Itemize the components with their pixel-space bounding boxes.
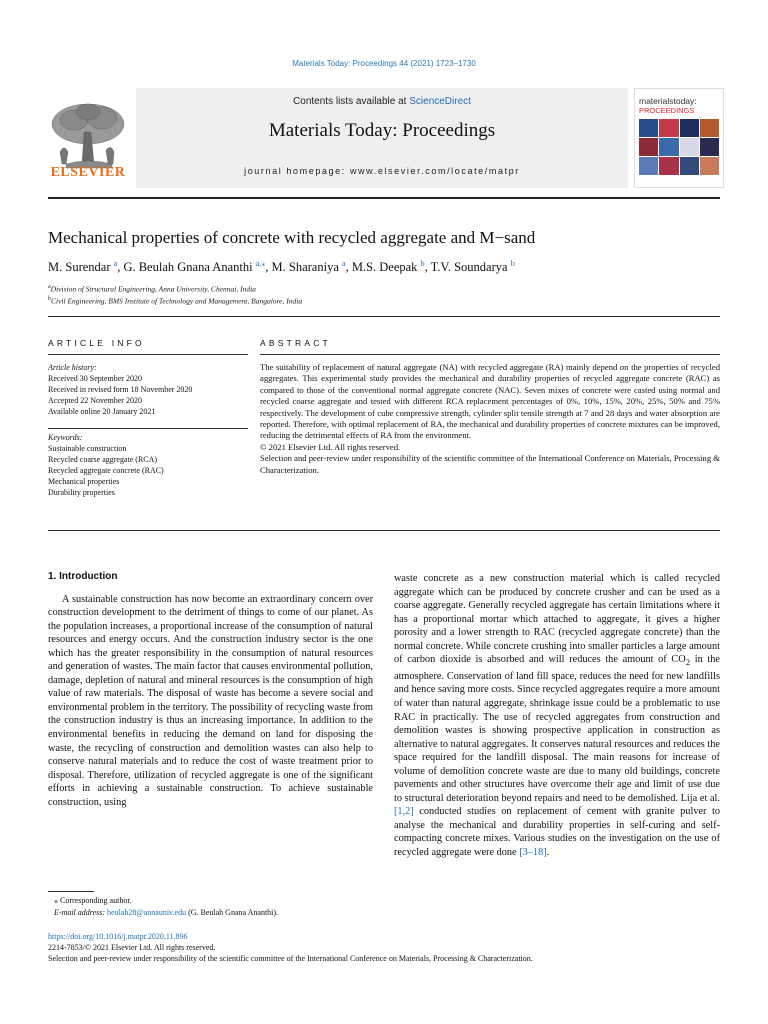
cover-tile bbox=[659, 119, 678, 137]
cover-tile bbox=[700, 138, 719, 156]
elsevier-wordmark: ELSEVIER bbox=[50, 165, 126, 180]
contents-available-line bbox=[136, 96, 628, 107]
article-info-heading: ARTICLE INFO bbox=[48, 338, 145, 348]
history-item: Accepted 22 November 2020 bbox=[48, 396, 142, 405]
abstract-body bbox=[260, 362, 720, 476]
article-history-label: Article history: bbox=[48, 363, 97, 372]
author-affiliation-mark[interactable]: b bbox=[510, 259, 515, 268]
author-affiliation-mark[interactable]: a bbox=[342, 259, 346, 268]
cover-tile bbox=[659, 138, 678, 156]
cover-title-main: materialstoday: bbox=[639, 96, 697, 106]
article-history bbox=[48, 362, 253, 417]
keyword-item: Mechanical properties bbox=[48, 477, 120, 486]
affiliation-mark: a bbox=[48, 284, 51, 290]
article-info-divider bbox=[48, 354, 248, 355]
contents-prefix: Contents lists available at bbox=[293, 96, 410, 107]
abstract-bottom-divider bbox=[48, 530, 720, 531]
selection-note: Selection and peer-review under responsibility of the scientific committee of the International Conference on Materials, Processing & Characterization. bbox=[48, 954, 533, 963]
email-label: E-mail address: bbox=[54, 908, 108, 917]
intro-text: . bbox=[546, 846, 550, 858]
cover-tile bbox=[639, 157, 658, 175]
keyword-item: Sustainable construction bbox=[48, 444, 127, 453]
co2-subscript: 2 bbox=[685, 657, 691, 668]
sciencedirect-link[interactable]: ScienceDirect bbox=[409, 96, 471, 107]
keywords-label: Keywords: bbox=[48, 433, 83, 442]
header-divider bbox=[48, 197, 720, 199]
cover-tile bbox=[680, 138, 699, 156]
email-line bbox=[54, 907, 278, 919]
reference-link[interactable]: [1,2] bbox=[394, 806, 414, 818]
keyword-item: Durability properties bbox=[48, 488, 115, 497]
corresponding-author-text: Corresponding author. bbox=[60, 896, 132, 905]
body-right-column bbox=[394, 572, 720, 860]
abstract-text: The suitability of replacement of natural aggregate (NA) with recycled aggregate (RA) mainly depend on the properties of recycled aggregates. This experimental study provides the mechanical and durability properties of recycled aggregate concrete (RAC) as compared to those of the conventional normal aggregate concrete (NAC). Seven mixes of concrete were casted using normal and recycled coarse aggregate and tested with different RCA replacement percentages of 0%, 10%, 15%, 20%, 25%, 50% and 75% respectively. The development of cube compressive strength, cylinder split tensile strength at 7 and 28 days and water absorption are reported. Therefore, with optimal replacement of RA, the mechanical and durability properties of concrete mixtures can be improved, reducing the detrimental effects of RA from the environment. bbox=[260, 362, 720, 441]
cover-title bbox=[639, 97, 697, 115]
abstract-divider bbox=[260, 354, 720, 355]
journal-cover-thumbnail[interactable] bbox=[634, 88, 724, 188]
author-list: M. Surendar $^a$, G. Beulah Gnana Ananthi $^{a,⁎}$, M. Sharaniya $^a$, M.S. Deepak $^b$, T.V. Soundarya $^b$ bbox=[48, 259, 515, 275]
affiliation-text: Division of Structural Engineering, Anna University, Chennai, India bbox=[50, 284, 256, 294]
intro-text: conducted studies on replacement of cement with granite pulver to analyse the mechanical and durability properties in self-curing and self-compacting concrete mixes. Various studies on the investigation on the use of recycled aggregate were done bbox=[394, 806, 720, 858]
section-divider bbox=[48, 316, 720, 317]
abstract-copyright: © 2021 Elsevier Ltd. All rights reserved. bbox=[260, 441, 401, 452]
footnote bbox=[54, 895, 278, 919]
intro-paragraph-continued bbox=[394, 572, 720, 860]
reference-link[interactable]: [3–18] bbox=[519, 846, 547, 858]
journal-title: Materials Today: Proceedings bbox=[268, 120, 496, 141]
cover-tile bbox=[659, 157, 678, 175]
history-item: Received 30 September 2020 bbox=[48, 374, 142, 383]
body-left-column bbox=[48, 570, 373, 809]
keyword-item: Recycled coarse aggregate (RCA) bbox=[48, 455, 158, 464]
footnote-divider bbox=[48, 891, 94, 892]
author-affiliation-mark[interactable]: a bbox=[113, 259, 118, 268]
keywords bbox=[48, 432, 253, 498]
author-name[interactable]: T.V. Soundarya bbox=[430, 260, 508, 275]
section-heading-introduction: 1. Introduction bbox=[48, 571, 118, 582]
intro-paragraph: A sustainable construction has now become an extraordinary concern over construction development to the detriment of things to come of our planet. As the population increases, a proportional increase of the consumption of natural resources and energy occurs. And the construction industry sector is the one which has the greater responsibility in the consumption of natural resources and generation of wastes. The main factor that causes environmental pollution, damage, depletion of natural and mineral resources is the consumption of high value of raw materials. The disposal of waste has become a severe social and environmental problem in the territory. The possibility of recycling waste from the construction industry is thus an increasing importance. In addition to the environmental benefits in reducing the demand on land for disposing the waste, the recycling of construction and demolition wastes can also help to conserve natural materials and to reduce the cost of waste treatment prior to disposal. Therefore, utilization of recycled aggregate is one of the significant efforts in achieving a sustainable construction. To achieve sustainable construction, using bbox=[48, 593, 373, 808]
intro-text: in the atmosphere. Conservation of land fill space, reduces the need for new landfills and hence saving more costs. Since recycled aggregates require a more amount of water than natural aggregate, shrinkage issue could be a problematic to use RAC in practically. The use of recycled aggregates from construction and demolition wastes is showing prospective application in construction as alternative to natural aggregates. It conserves natural resources and reduces the space required for the landfill disposal. The main reasons for increase of volume of demolition concrete waste are due to many old buildings, concrete pavements and other structures have overcome their age and limit of use due to structural deterioration beyond repairs and need to be demolished. Lija et al. bbox=[394, 654, 720, 804]
author-name[interactable]: M. Surendar bbox=[48, 260, 111, 275]
cover-tile bbox=[680, 157, 699, 175]
author-name[interactable]: M. Sharaniya bbox=[271, 260, 339, 275]
journal-citation[interactable]: Materials Today: Proceedings 44 (2021) 1723–1730 bbox=[292, 59, 476, 68]
cover-title-sub: PROCEEDINGS bbox=[639, 106, 695, 115]
footnote-mark: ⁎ bbox=[54, 896, 58, 905]
affiliation-text: Civil Engineering, BMS Institute of Technology and Management, Bangalore, India bbox=[51, 296, 303, 306]
issn-line: 2214-7853/© 2021 Elsevier Ltd. All rights reserved. bbox=[48, 943, 216, 952]
email-link[interactable]: beulah28@annauniv.edu bbox=[107, 908, 187, 917]
affiliation bbox=[48, 284, 256, 294]
history-item: Received in revised form 18 November 2020 bbox=[48, 385, 193, 394]
paper-title: Mechanical properties of concrete with recycled aggregate and M−sand bbox=[48, 228, 536, 247]
cover-tile bbox=[700, 119, 719, 137]
cover-tile bbox=[700, 157, 719, 175]
history-item: Available online 20 January 2021 bbox=[48, 407, 156, 416]
abstract-selection: Selection and peer-review under responsibility of the scientific committee of the International Conference on Materials, Processing & Characterization. bbox=[260, 453, 720, 475]
doi-link[interactable]: https://doi.org/10.1016/j.matpr.2020.11.896 bbox=[48, 932, 188, 941]
intro-text: waste concrete as a new construction material which is called recycled aggregate which can be produced by concrete crusher and can be used as a coarse aggregate. Generally recycled aggregate has certain limitations where it has a proportional mortar which attached to aggregate, it gives a higher porosity and a lower strength to RAC (recycled aggregate concrete) than the normal concrete. While concrete crushing into smaller particles a large amount of carbon dioxide is absorbed and will reduces the amount of CO bbox=[394, 573, 720, 666]
journal-homepage[interactable]: journal homepage: www.elsevier.com/locate/matpr bbox=[244, 166, 520, 176]
article-info-divider bbox=[48, 428, 248, 429]
cover-tile bbox=[680, 119, 699, 137]
author-affiliation-mark[interactable]: b bbox=[420, 259, 425, 268]
email-suffix: (G. Beulah Gnana Ananthi). bbox=[186, 908, 279, 917]
author-name[interactable]: M.S. Deepak bbox=[351, 260, 418, 275]
keyword-item: Recycled aggregate concrete (RAC) bbox=[48, 466, 164, 475]
affiliation-mark: b bbox=[48, 296, 51, 302]
corresponding-author-note bbox=[54, 895, 278, 907]
author-name[interactable]: G. Beulah Gnana Ananthi bbox=[123, 260, 253, 275]
abstract-heading: ABSTRACT bbox=[260, 338, 331, 348]
cover-tile bbox=[639, 138, 658, 156]
cover-tile bbox=[639, 119, 658, 137]
author-affiliation-mark[interactable]: a,⁎ bbox=[255, 259, 266, 268]
affiliation bbox=[48, 296, 302, 306]
cover-image-grid bbox=[639, 119, 719, 175]
